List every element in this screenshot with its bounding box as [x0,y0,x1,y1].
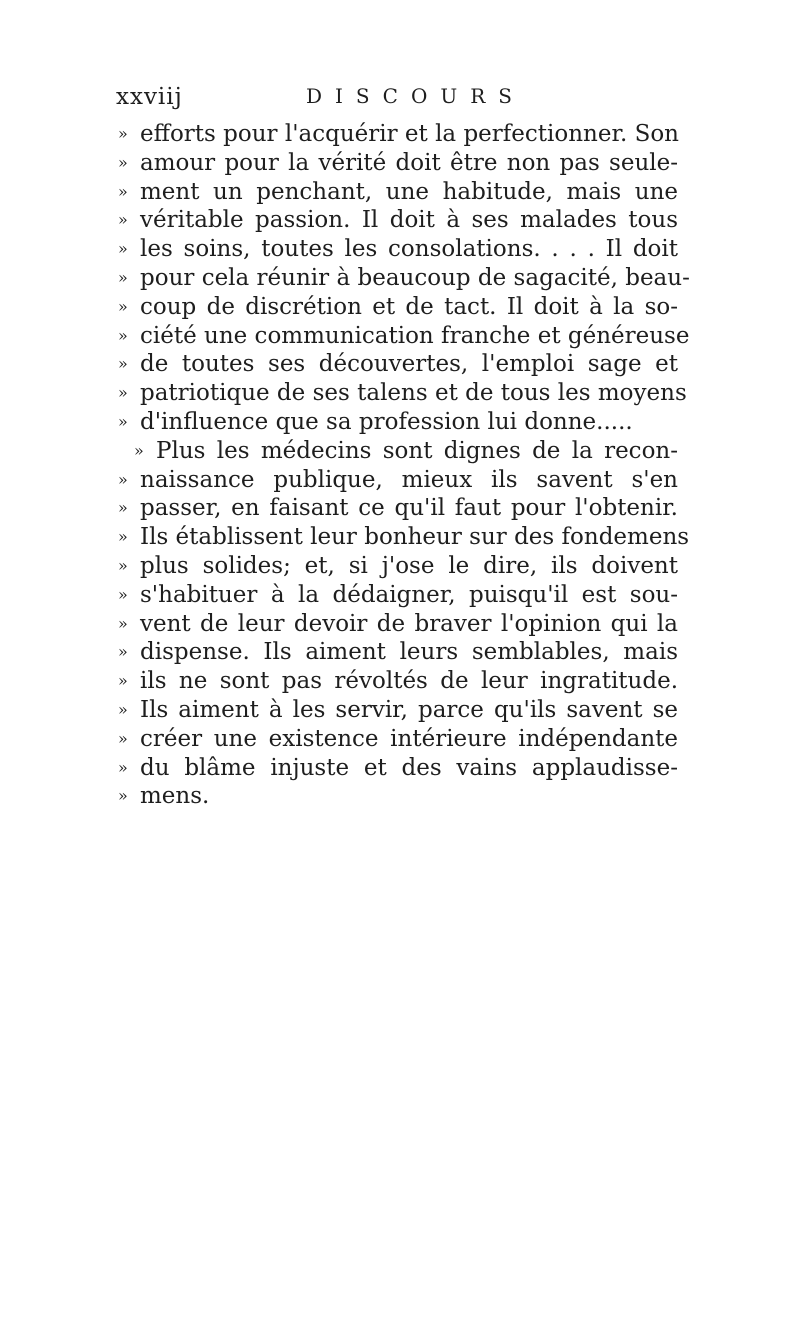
quote-mark: » [118,757,128,777]
text-line [118,120,678,149]
line-text: plus solides; et, si j'ose le dire, ils doivent [140,552,678,579]
quote-mark: » [118,325,128,345]
paragraph-start-line [118,437,678,466]
text-line [118,696,678,725]
text-line [118,494,678,523]
quote-mark: » [118,354,128,374]
text-line [118,725,678,754]
text-line [118,235,678,264]
line-text: de toutes ses découvertes, l'emploi sage et [140,351,678,378]
quote-mark: » [118,613,128,633]
line-text: véritable passion. Il doit à ses malades tous [140,207,678,234]
text-line [118,754,678,783]
line-text: naissance publique, mieux ils savent s'en [140,466,678,493]
line-text: d'influence que sa profession lui donne..... [140,408,633,435]
text-line [118,638,678,667]
text-line [118,322,690,351]
text-line [118,466,678,495]
quote-mark: » [118,267,128,287]
line-text: les soins, toutes les consolations. . . . Il doit [140,236,678,263]
text-line [118,408,678,437]
line-text: patriotique de ses talens et de tous les moyens [140,380,687,407]
running-title: DISCOURS [306,84,525,108]
quote-mark: » [118,671,128,691]
quote-mark: » [118,469,128,489]
text-line [118,782,678,811]
text-line [118,178,678,207]
line-text: efforts pour l'acquérir et la perfectionner. Son [140,121,679,147]
quote-mark: » [118,124,128,143]
line-text: ment un penchant, une habitude, mais une [140,178,678,205]
quote-mark: » [118,296,128,316]
quote-mark: » [118,210,128,230]
line-text: pour cela réunir à beaucoup de sagacité, beau- [140,264,690,291]
text-line [118,581,678,610]
line-text: passer, en faisant ce qu'il faut pour l'obtenir. [140,495,678,522]
line-text: ciété une communication franche et généreuse [140,322,690,349]
line-text: mens. [140,783,210,810]
line-text: vent de leur devoir de braver l'opinion qui la [140,610,678,637]
quote-mark: » [118,181,128,201]
line-text: coup de discrétion et de tact. Il doit à la so- [140,293,678,320]
text-line [118,667,678,696]
line-text: du blâme injuste et des vains applaudisse- [140,754,678,781]
quote-mark: » [134,440,144,460]
line-text: Ils établissent leur bonheur sur des fondemens [140,524,690,551]
quote-mark: » [118,584,128,604]
page-header [116,84,676,118]
text-line [118,610,678,639]
quote-mark: » [118,411,128,431]
quote-mark: » [118,786,128,806]
quote-mark: » [118,152,128,172]
text-line [118,149,678,178]
quote-mark: » [118,555,128,575]
line-text: ils ne sont pas révoltés de leur ingratitude. [140,668,678,695]
line-text: créer une existence intérieure indépendante [140,725,678,752]
line-text: s'habituer à la dédaigner, puisqu'il est sou- [140,581,678,608]
line-text: amour pour la vérité doit être non pas seule- [140,149,678,176]
quote-mark: » [118,642,128,662]
quote-mark: » [118,728,128,748]
text-line [118,379,687,408]
quote-mark: » [118,699,128,719]
line-text: Ils aiment à les servir, parce qu'ils savent se [140,696,678,723]
body-text [118,120,690,811]
quote-mark: » [118,239,128,259]
text-line [118,206,678,235]
quote-mark: » [118,383,128,403]
text-line [118,552,678,581]
text-line [118,350,678,379]
quote-mark: » [118,527,128,547]
line-text: dispense. Ils aiment leurs semblables, mais [140,639,678,666]
text-line [118,293,678,322]
text-line [118,264,690,293]
page-number: xxviij [116,84,183,110]
quote-mark: » [118,498,128,518]
text-line [118,523,690,552]
line-text: Plus les médecins sont dignes de la recon- [156,437,678,464]
